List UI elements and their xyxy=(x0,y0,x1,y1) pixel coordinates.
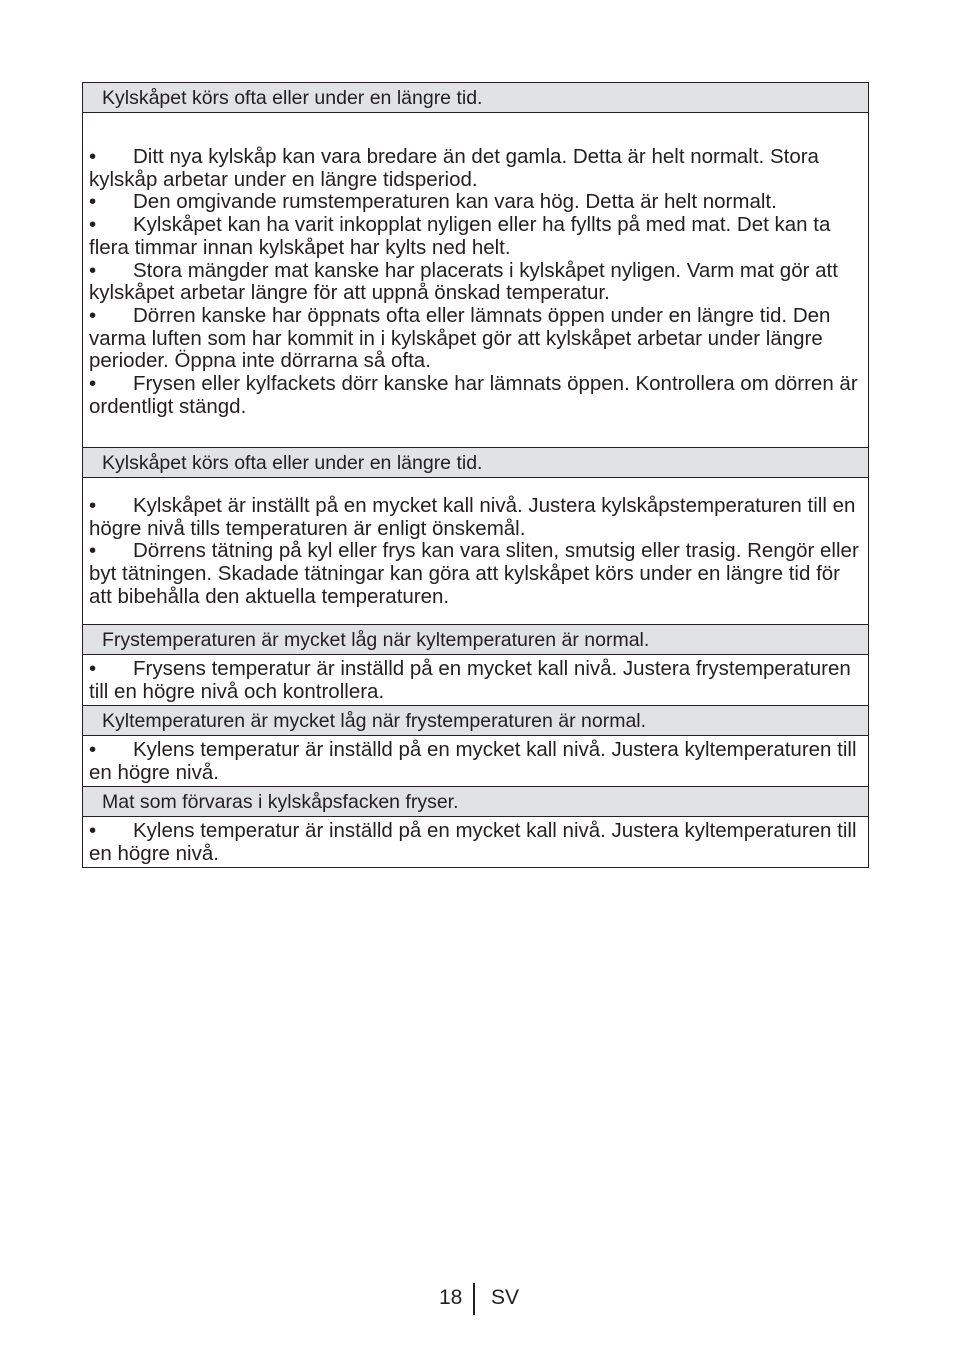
list-item xyxy=(89,495,862,540)
bullet-icon: • xyxy=(89,303,97,327)
list-item xyxy=(89,191,862,214)
section-body-row xyxy=(83,113,869,448)
list-item-text: Ditt nya kylskåp kan vara bredare än det gamla. Detta är helt normalt. Stora kylskåp arbetar under en längre tidsperiod. xyxy=(89,145,819,191)
section-body xyxy=(83,478,869,625)
bullet-icon: • xyxy=(89,190,97,214)
section-body-row xyxy=(83,478,869,625)
section-heading-row xyxy=(83,83,869,113)
section-body xyxy=(83,113,869,448)
section-body xyxy=(83,817,869,868)
bullet-icon: • xyxy=(89,657,97,680)
list-item-text: Kylskåpet är inställt på en mycket kall nivå. Justera kylskåpstemperaturen till en högre nivå tills temperaturen är enligt önskemål. xyxy=(89,494,856,540)
section-heading-row xyxy=(83,706,869,736)
bullet-icon: • xyxy=(89,145,97,168)
bullet-icon: • xyxy=(89,213,97,237)
section-body-row xyxy=(83,736,869,787)
list-item xyxy=(89,260,862,305)
section-heading: Kylskåpet körs ofta eller under en längre tid. xyxy=(83,83,869,113)
list-item-text: Frysen eller kylfackets dörr kanske har lämnats öppen. Kontrollera om dörren är ordentligt stängd. xyxy=(89,372,858,418)
list-item xyxy=(89,305,862,373)
list-item-text: Dörrens tätning på kyl eller frys kan vara sliten, smutsig eller trasig. Rengör eller byt tätningen. Skadade tätningar kan göra att kylskåpet körs under en längre tid för att bibehålla den aktuella temperaturen. xyxy=(89,539,859,608)
list-item-text: Kylskåpet kan ha varit inkopplat nyligen eller ha fyllts på med mat. Det kan ta flera timmar innan kylskåpet har kylts ned helt. xyxy=(89,213,831,259)
page-number: 18 xyxy=(439,1286,463,1309)
bullet-icon: • xyxy=(89,819,97,842)
list-item-text: Frysens temperatur är inställd på en mycket kall nivå. Justera frystemperaturen till en högre nivå och kontrollera. xyxy=(89,657,851,703)
section-body-row xyxy=(83,817,869,868)
troubleshooting-table xyxy=(82,82,869,868)
section-heading: Frystemperaturen är mycket låg när kyltemperaturen är normal. xyxy=(83,625,869,655)
list-item-text: Stora mängder mat kanske har placerats i kylskåpet nyligen. Varm mat gör att kylskåpet arbetar längre för att uppnå önskad temperatur. xyxy=(89,258,838,305)
list-item-text: Kylens temperatur är inställd på en mycket kall nivå. Justera kyltemperaturen till en högre nivå. xyxy=(89,738,857,784)
list-item xyxy=(89,739,862,784)
section-body xyxy=(83,655,869,706)
bullet-icon: • xyxy=(89,738,97,761)
list-item xyxy=(89,146,862,191)
language-code: SV xyxy=(491,1286,520,1309)
page-footer xyxy=(0,1283,954,1315)
list-item xyxy=(89,820,862,865)
list-item-text: Dörren kanske har öppnats ofta eller lämnats öppen under en längre tid. Den varma luften som har kommit in i kylskåpet gör att kylskåpet arbetar under längre perioder. Öppna inte dörrarna så ofta. xyxy=(89,303,831,373)
footer-divider xyxy=(473,1283,475,1315)
section-body-row xyxy=(83,655,869,706)
list-item xyxy=(89,658,862,703)
list-item-text: Kylens temperatur är inställd på en mycket kall nivå. Justera kyltemperaturen till en högre nivå. xyxy=(89,819,857,865)
section-heading: Kyltemperaturen är mycket låg när frystemperaturen är normal. xyxy=(83,706,869,736)
bullet-icon: • xyxy=(89,372,97,396)
section-heading-row xyxy=(83,787,869,817)
list-item xyxy=(89,540,862,608)
bullet-icon: • xyxy=(89,539,97,563)
bullet-icon: • xyxy=(89,258,97,282)
section-heading-row xyxy=(83,625,869,655)
section-heading-row xyxy=(83,448,869,478)
section-heading: Kylskåpet körs ofta eller under en längre tid. xyxy=(83,448,869,478)
list-item xyxy=(89,214,862,259)
list-item-text: Den omgivande rumstemperaturen kan vara hög. Detta är helt normalt. xyxy=(133,190,777,214)
section-body xyxy=(83,736,869,787)
section-heading: Mat som förvaras i kylskåpsfacken fryser. xyxy=(83,787,869,817)
bullet-icon: • xyxy=(89,494,97,517)
list-item xyxy=(89,373,862,418)
